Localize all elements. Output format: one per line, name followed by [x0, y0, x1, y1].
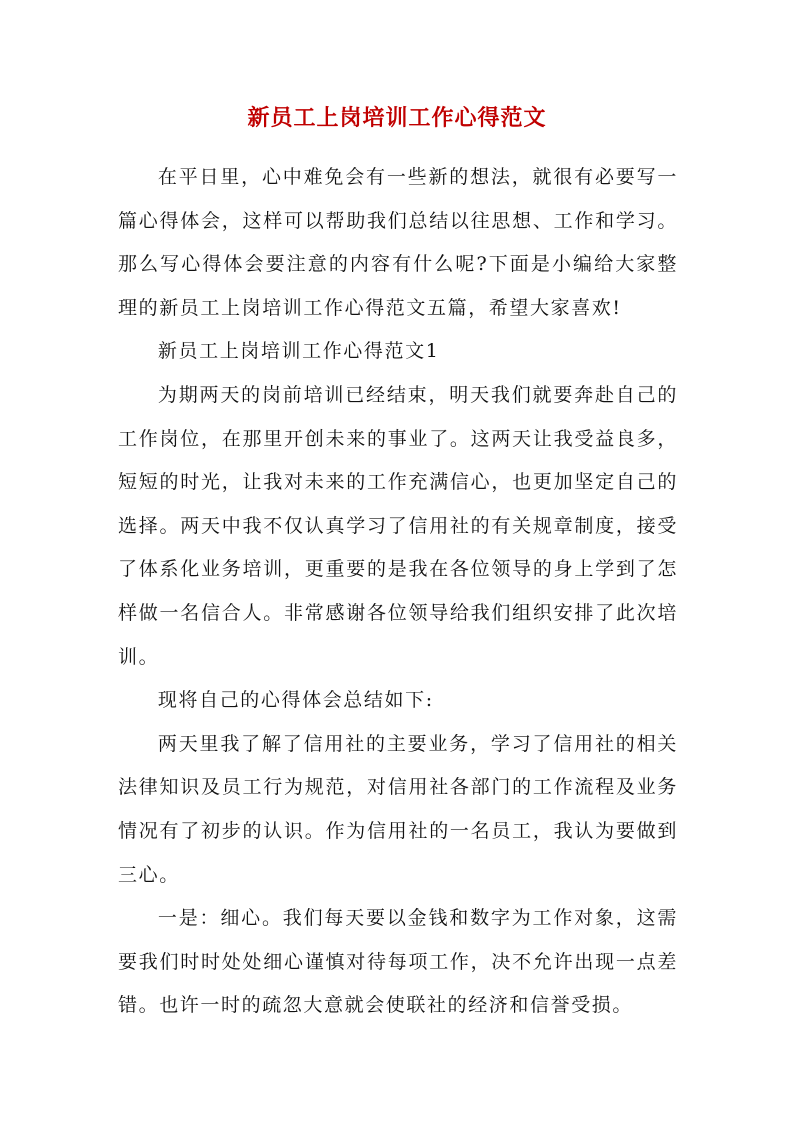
intro-paragraph: 在平日里，心中难免会有一些新的想法，就很有必要写一篇心得体会，这样可以帮助我们总结以往思想、工作和学习。那么写心得体会要注意的内容有什么呢?下面是小编给大家整理的新员工上岗培训工作心得范文五篇，希望大家喜欢! [118, 166, 678, 319]
body-paragraph: 为期两天的岗前培训已经结束，明天我们就要奔赴自己的工作岗位，在那里开创未来的事业了。这两天让我受益良多，短短的时光，让我对未来的工作充满信心，也更加坚定自己的选择。两天中我不仅认真学习了信用社的有关规章制度，接受了体系化业务培训，更重要的是我在各位领导的身上学到了怎样做一名信合人。非常感谢各位领导给我们组织安排了此次培训。 [118, 383, 678, 668]
section-heading: 新员工上岗培训工作心得范文1 [157, 340, 440, 363]
body-paragraph: 两天里我了解了信用社的主要业务，学习了信用社的相关法律知识及员工行为规范，对信用社各部门的工作流程及业务情况有了初步的认识。作为信用社的一名员工，我认为要做到三心。 [118, 732, 678, 886]
body-paragraph: 一是：细心。我们每天要以金钱和数字为工作对象，这需要我们时时处处细心谨慎对待每项工作，决不允许出现一点差错。也许一时的疏忽大意就会使联社的经济和信誉受损。 [118, 907, 678, 1017]
document-title: 新员工上岗培训工作心得范文 [247, 105, 547, 131]
summary-intro-paragraph: 现将自己的心得体会总结如下: [157, 689, 434, 712]
document-body [118, 156, 678, 1028]
